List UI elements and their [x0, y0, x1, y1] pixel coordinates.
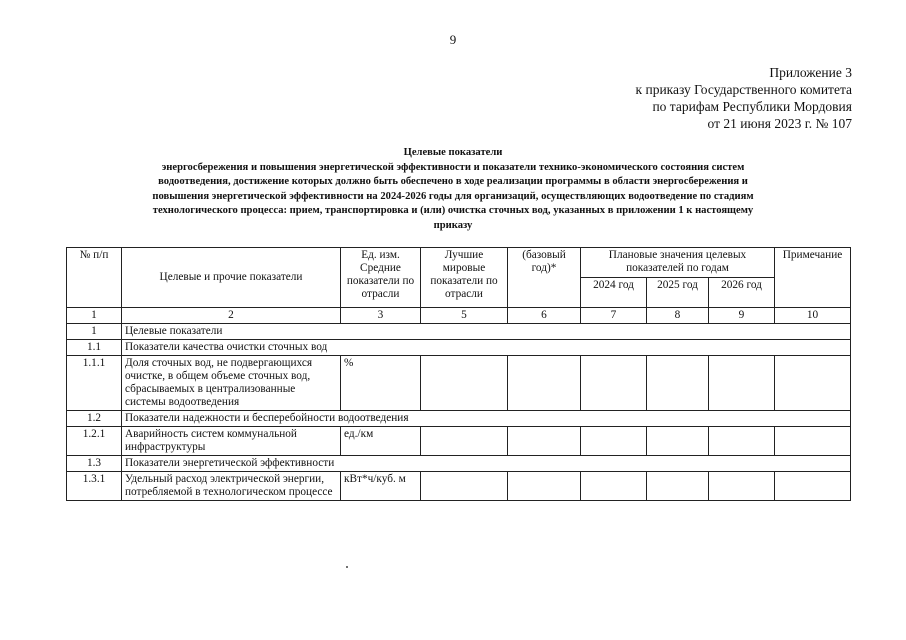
empty-cell — [647, 427, 709, 456]
title-line: Целевые показатели — [403, 147, 503, 158]
title-line: повышения энергетической эффективности на 2024-2026 годы для организаций, осуществляющих водоотведение по стадиям — [152, 190, 754, 202]
scan-artifact — [346, 566, 348, 568]
column-number: 7 — [581, 308, 647, 324]
indicator-name: Доля сточных вод, не подвергающихся очистке, в общем объеме сточных вод, сбрасываемых в централизованные системы водоотведения — [122, 356, 341, 411]
column-number: 2 — [122, 308, 341, 324]
appendix-line: Приложение 3 — [769, 65, 852, 80]
empty-cell — [581, 472, 647, 501]
column-number: 3 — [341, 308, 421, 324]
empty-cell — [775, 356, 851, 411]
row-number: 1 — [67, 324, 122, 340]
empty-cell — [421, 356, 508, 411]
header-base-year: (базовый год)* — [508, 248, 581, 308]
empty-cell — [709, 472, 775, 501]
empty-cell — [508, 356, 581, 411]
title-line: водоотведения, достижение которых должно быть обеспечено в ходе реализации программы в области энергосбережения и — [158, 176, 748, 188]
row-number: 1.3.1 — [67, 472, 122, 501]
page-number: 9 — [449, 32, 457, 47]
title-line: технологического процесса: прием, транспортировка и (или) очистка сточных вод, указанных в приложении 1 к настоящему — [152, 205, 754, 217]
column-number: 8 — [647, 308, 709, 324]
empty-cell — [647, 472, 709, 501]
table-row — [67, 472, 851, 501]
header-note: Примечание — [775, 248, 851, 308]
table-row — [67, 340, 851, 356]
indicator-unit: ед./км — [341, 427, 421, 456]
column-number: 5 — [421, 308, 508, 324]
indicator-unit: кВт*ч/куб. м — [341, 472, 421, 501]
empty-cell — [508, 427, 581, 456]
column-number: 9 — [709, 308, 775, 324]
table-row — [67, 356, 851, 411]
document-title — [70, 146, 836, 234]
header-num: № п/п — [67, 248, 122, 308]
column-number-row — [67, 308, 851, 324]
empty-cell — [421, 427, 508, 456]
title-line: энергосбережения и повышения энергетической эффективности и показатели технико-экономического состояния систем — [161, 161, 745, 173]
empty-cell — [581, 427, 647, 456]
title-line: приказу — [433, 219, 473, 231]
header-year-2025: 2025 год — [647, 278, 709, 308]
indicator-name: Удельный расход электрической энергии, потребляемой в технологическом процессе — [122, 472, 341, 501]
row-number: 1.1.1 — [67, 356, 122, 411]
empty-cell — [581, 356, 647, 411]
appendix-line: от 21 июня 2023 г. № 107 — [707, 116, 852, 131]
table-row — [67, 324, 851, 340]
empty-cell — [775, 472, 851, 501]
row-number: 1.2 — [67, 411, 122, 427]
header-year-2024: 2024 год — [581, 278, 647, 308]
indicator-unit: % — [341, 356, 421, 411]
section-heading: Показатели надежности и бесперебойности водоотведения — [122, 411, 851, 427]
header-unit: Ед. изм. Средние показатели по отрасли — [341, 248, 421, 308]
section-heading: Показатели качества очистки сточных вод — [122, 340, 851, 356]
table-row — [67, 411, 851, 427]
header-best: Лучшие мировые показатели по отрасли — [421, 248, 508, 308]
appendix-reference — [636, 64, 852, 132]
empty-cell — [709, 356, 775, 411]
indicators-table — [66, 247, 851, 501]
empty-cell — [508, 472, 581, 501]
appendix-line: к приказу Государственного комитета — [635, 82, 852, 97]
section-heading: Целевые показатели — [122, 324, 851, 340]
header-planned: Плановые значения целевых показателей по годам — [581, 248, 775, 278]
empty-cell — [421, 472, 508, 501]
column-number: 6 — [508, 308, 581, 324]
appendix-line: по тарифам Республики Мордовия — [652, 99, 852, 114]
column-number: 1 — [67, 308, 122, 324]
empty-cell — [647, 356, 709, 411]
column-number: 10 — [775, 308, 851, 324]
table-row — [67, 427, 851, 456]
table-row — [67, 456, 851, 472]
row-number: 1.1 — [67, 340, 122, 356]
indicator-name: Аварийность систем коммунальной инфраструктуры — [122, 427, 341, 456]
row-number: 1.2.1 — [67, 427, 122, 456]
empty-cell — [775, 427, 851, 456]
empty-cell — [709, 427, 775, 456]
header-year-2026: 2026 год — [709, 278, 775, 308]
header-indicators: Целевые и прочие показатели — [122, 248, 341, 308]
section-heading: Показатели энергетической эффективности — [122, 456, 851, 472]
row-number: 1.3 — [67, 456, 122, 472]
